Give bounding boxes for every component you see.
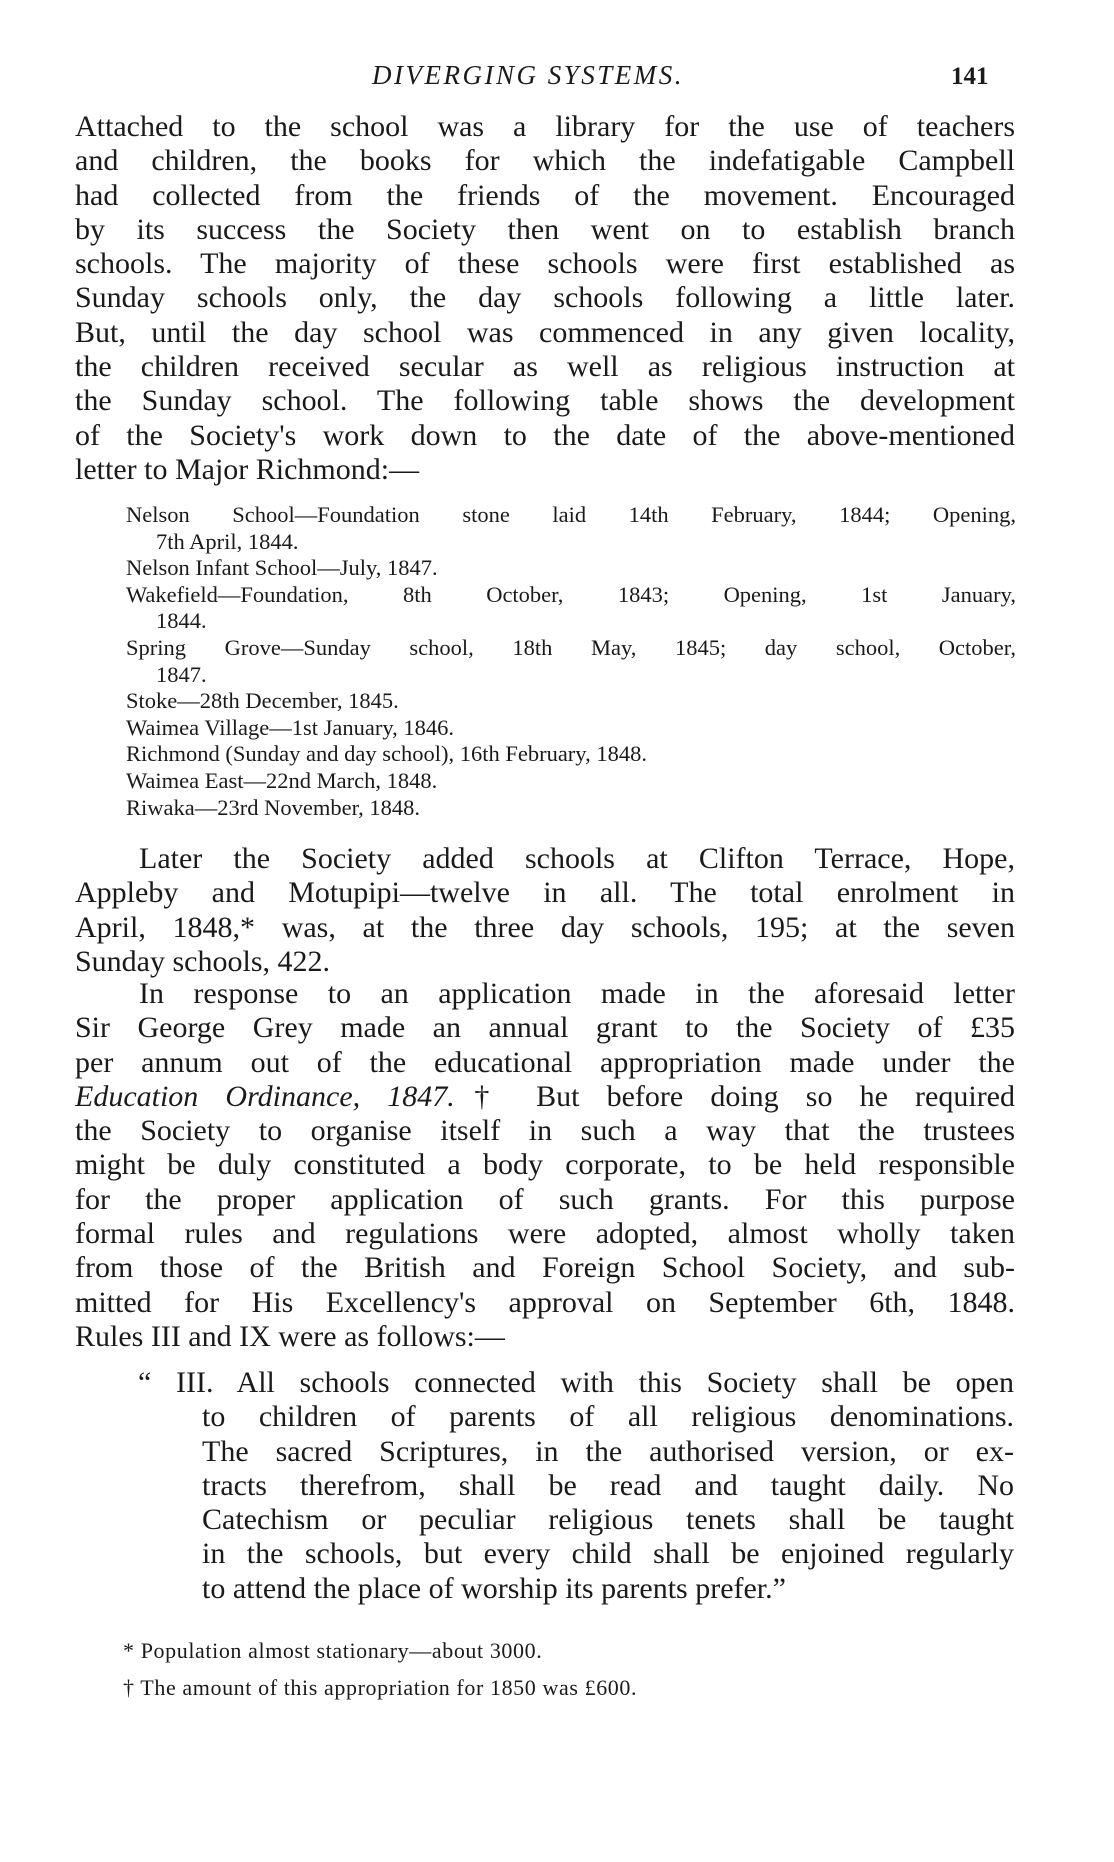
list-line: Waimea East—22nd March, 1848. <box>126 767 438 793</box>
rule-three-quotation <box>138 1366 1014 1606</box>
list-item-riwaka <box>126 795 1016 822</box>
list-item-nelson-infant <box>126 555 1016 582</box>
list-item-stoke <box>126 688 1016 715</box>
list-line: Stoke—28th December, 1845. <box>126 688 399 714</box>
text-line: April, 1848,* was, at the three day schools, 195; at the seven <box>75 910 1015 944</box>
list-line-continuation: 7th April, 1844. <box>156 528 299 554</box>
footnote-population: * Population almost stationary—about 3000. <box>123 1638 543 1663</box>
list-line: Wakefield—Foundation, 8th October, 1843; Opening, 1st January, <box>126 581 1016 607</box>
list-item-waimea-east <box>126 768 1016 795</box>
footnotes <box>123 1632 637 1706</box>
text-line: Attached to the school was a library for the use of teachers <box>75 110 1015 143</box>
list-item-waimea-village <box>126 715 1016 742</box>
footnote-ref-text: † But before doing so he required <box>454 1079 1015 1113</box>
text-line: Rules III and IX were as follows:— <box>75 1319 505 1353</box>
list-line: Nelson School—Foundation stone laid 14th February, 1844; Opening, <box>126 502 1016 527</box>
paragraph-enrolment <box>75 842 1015 979</box>
list-line-continuation: 1844. <box>156 608 207 634</box>
text-line: and children, the books for which the indefatigable Campbell <box>75 144 1015 178</box>
chapter-title: DIVERGING SYSTEMS. <box>372 60 684 90</box>
text-line: had collected from the friends of the movement. Encouraged <box>75 178 1015 212</box>
paragraph-grant <box>75 977 1015 1354</box>
quote-line: tracts therefrom, shall be read and taught daily. No <box>202 1468 1014 1502</box>
text-line: the children received secular as well as religious instruction at <box>75 350 1015 384</box>
ordinance-title: Education Ordinance, 1847. <box>75 1079 455 1113</box>
quote-line: to attend the place of worship its parents prefer.” <box>202 1571 786 1605</box>
page-number: 141 <box>951 63 989 90</box>
list-item-richmond <box>126 741 1016 768</box>
list-line: Riwaka—23rd November, 1848. <box>126 794 421 820</box>
text-line: for the proper application of such grants. For this purpose <box>75 1182 1015 1216</box>
text-line: Appleby and Motupipi—twelve in all. The total enrolment in <box>75 876 1015 910</box>
running-header <box>0 58 1114 94</box>
list-line: Waimea Village—1st January, 1846. <box>126 714 455 740</box>
text-line: Later the Society added schools at Clifton Terrace, Hope, <box>139 842 1015 875</box>
list-line-continuation: 1847. <box>156 661 207 687</box>
text-line: formal rules and regulations were adopted, almost wholly taken <box>75 1217 1015 1251</box>
list-line: Richmond (Sunday and day school), 16th February, 1848. <box>126 741 647 767</box>
text-line: the Society to organise itself in such a way that the trustees <box>75 1114 1015 1148</box>
text-line: But, until the day school was commenced in any given locality, <box>75 315 1015 349</box>
paragraph-library <box>75 110 1015 487</box>
text-line: mitted for His Excellency's approval on September 6th, 1848. <box>75 1285 1015 1319</box>
text-line: per annum out of the educational appropriation made under the <box>75 1045 1015 1079</box>
text-line: letter to Major Richmond:— <box>75 452 420 486</box>
text-line: might be duly constituted a body corporate, to be held responsible <box>75 1148 1015 1182</box>
text-line: the Sunday school. The following table shows the development <box>75 384 1015 418</box>
text-line: Sunday schools only, the day schools following a little later. <box>75 281 1015 315</box>
text-line-mixed <box>75 1080 1015 1114</box>
text-line: by its success the Society then went on to establish branch <box>75 212 1015 246</box>
quote-line: The sacred Scriptures, in the authorised version, or ex- <box>202 1434 1014 1468</box>
quote-line: in the schools, but every child shall be enjoined regularly <box>202 1537 1014 1571</box>
school-development-list <box>126 502 1016 821</box>
text-line: In response to an application made in the aforesaid letter <box>139 977 1015 1010</box>
list-line: Nelson Infant School—July, 1847. <box>126 555 438 581</box>
list-item-nelson-school <box>126 502 1016 555</box>
quote-line: Catechism or peculiar religious tenets shall be taught <box>202 1503 1014 1537</box>
text-line: from those of the British and Foreign School Society, and sub- <box>75 1251 1015 1285</box>
text-line: Sir George Grey made an annual grant to the Society of £35 <box>75 1011 1015 1045</box>
list-item-wakefield <box>126 582 1016 635</box>
footnote-appropriation: † The amount of this appropriation for 1850 was £600. <box>123 1675 638 1700</box>
list-line: Spring Grove—Sunday school, 18th May, 1845; day school, October, <box>126 634 1016 660</box>
quote-line: to children of parents of all religious denominations. <box>202 1400 1014 1434</box>
quote-line: “ III. All schools connected with this Society shall be open <box>138 1366 1014 1399</box>
text-line: schools. The majority of these schools were first established as <box>75 247 1015 281</box>
text-line: Sunday schools, 422. <box>75 944 330 978</box>
text-line: of the Society's work down to the date of the above-mentioned <box>75 418 1015 452</box>
list-item-spring-grove <box>126 635 1016 688</box>
